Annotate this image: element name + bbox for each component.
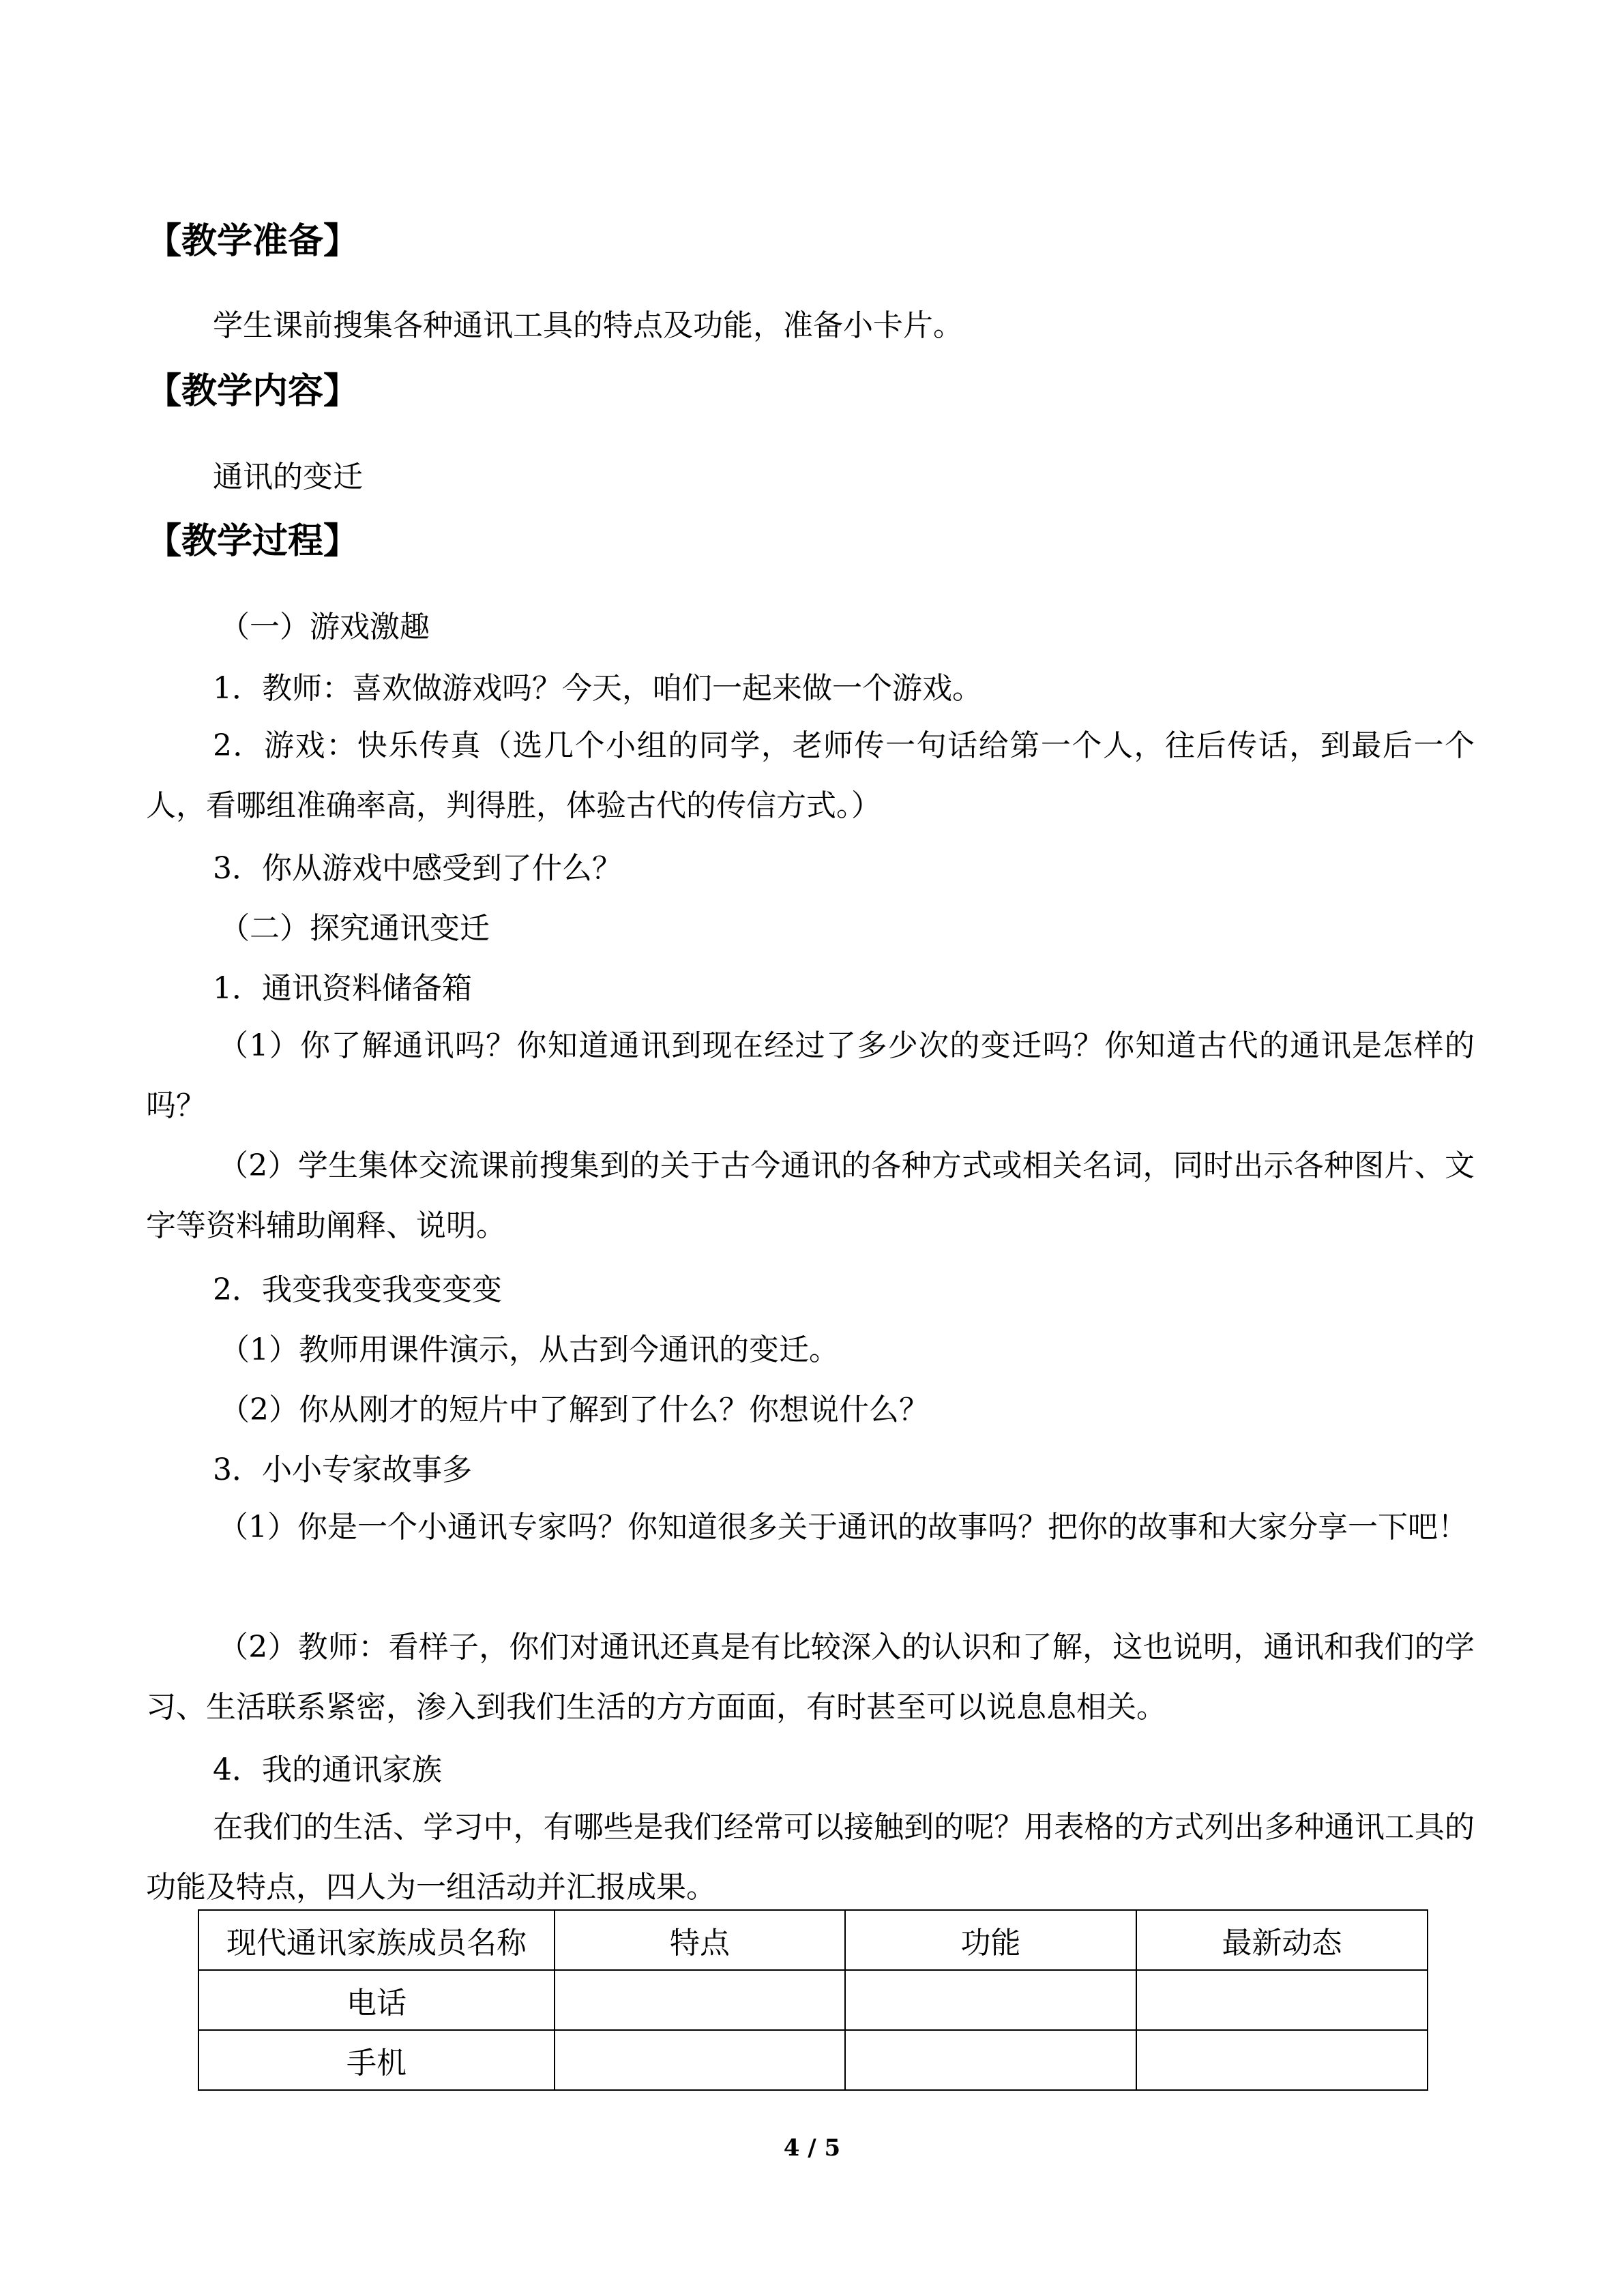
column-header-name: 现代通讯家族成员名称: [198, 1910, 555, 1970]
table-header-row: [198, 1910, 1428, 1970]
table-cell: [1136, 1970, 1428, 2030]
process-substep: （2）教师：看样子，你们对通讯还真是有比较深入的认识和了解，这也说明，通讯和我们的学习、生活联系紧密，渗入到我们生活的方方面面，有时甚至可以说息息相关。: [146, 1630, 1475, 1725]
content-text: 通讯的变迁: [213, 460, 363, 494]
communication-family-table: [198, 1909, 1428, 2091]
process-substep: （2）你从刚才的短片中了解到了什么？你想说什么？: [220, 1392, 929, 1427]
column-header-features: 特点: [555, 1910, 845, 1970]
subsection-title: （二）探究通讯变迁: [220, 911, 490, 946]
section-heading-content: 【教学内容】: [146, 371, 359, 412]
column-header-functions: 功能: [845, 1910, 1136, 1970]
table-cell: [555, 2030, 845, 2090]
process-paragraph: 在我们的生活、学习中，有哪些是我们经常可以接触到的呢？用表格的方式列出多种通讯工具的功能及特点，四人为一组活动并汇报成果。: [146, 1810, 1475, 1905]
section-heading-process: 【教学过程】: [146, 521, 359, 562]
table-cell: [1136, 2030, 1428, 2090]
table-cell: [845, 2030, 1136, 2090]
process-step: 2．我变我变我变变变: [213, 1272, 502, 1307]
prep-text: 学生课前搜集各种通讯工具的特点及功能，准备小卡片。: [213, 308, 963, 343]
page-number: 4 / 5: [783, 2134, 841, 2162]
table-cell-name: 电话: [198, 1970, 555, 2030]
process-step: 3．小小专家故事多: [213, 1452, 472, 1487]
process-step: 3．你从游戏中感受到了什么？: [213, 851, 622, 886]
subsection-title: （一）游戏激趣: [220, 610, 430, 644]
table-row: [198, 2030, 1428, 2090]
process-substep: （1）你了解通讯吗？你知道通讯到现在经过了多少次的变迁吗？你知道古代的通讯是怎样的吗？: [146, 1028, 1475, 1123]
process-step: 1．教师：喜欢做游戏吗？今天，咱们一起来做一个游戏。: [213, 671, 982, 706]
table-cell: [845, 1970, 1136, 2030]
process-step: 1．通讯资料储备箱: [213, 971, 472, 1006]
column-header-latest-news: 最新动态: [1136, 1910, 1428, 1970]
process-step: 4．我的通讯家族: [213, 1753, 442, 1787]
section-heading-prep: 【教学准备】: [146, 221, 359, 262]
table-row: [198, 1970, 1428, 2030]
process-substep: （2）学生集体交流课前搜集到的关于古今通讯的各种方式或相关名词，同时出示各种图片、文字等资料辅助阐释、说明。: [146, 1148, 1475, 1243]
process-step: 2．游戏：快乐传真（选几个小组的同学，老师传一句话给第一个人，往后传话，到最后一个人，看哪组准确率高，判得胜，体验古代的传信方式。）: [146, 728, 1475, 823]
table-cell-name: 手机: [198, 2030, 555, 2090]
process-substep: （1）你是一个小通讯专家吗？你知道很多关于通讯的故事吗？把你的故事和大家分享一下吧！: [218, 1510, 1468, 1545]
table-cell: [555, 1970, 845, 2030]
process-substep: （1）教师用课件演示，从古到今通讯的变迁。: [220, 1332, 839, 1367]
